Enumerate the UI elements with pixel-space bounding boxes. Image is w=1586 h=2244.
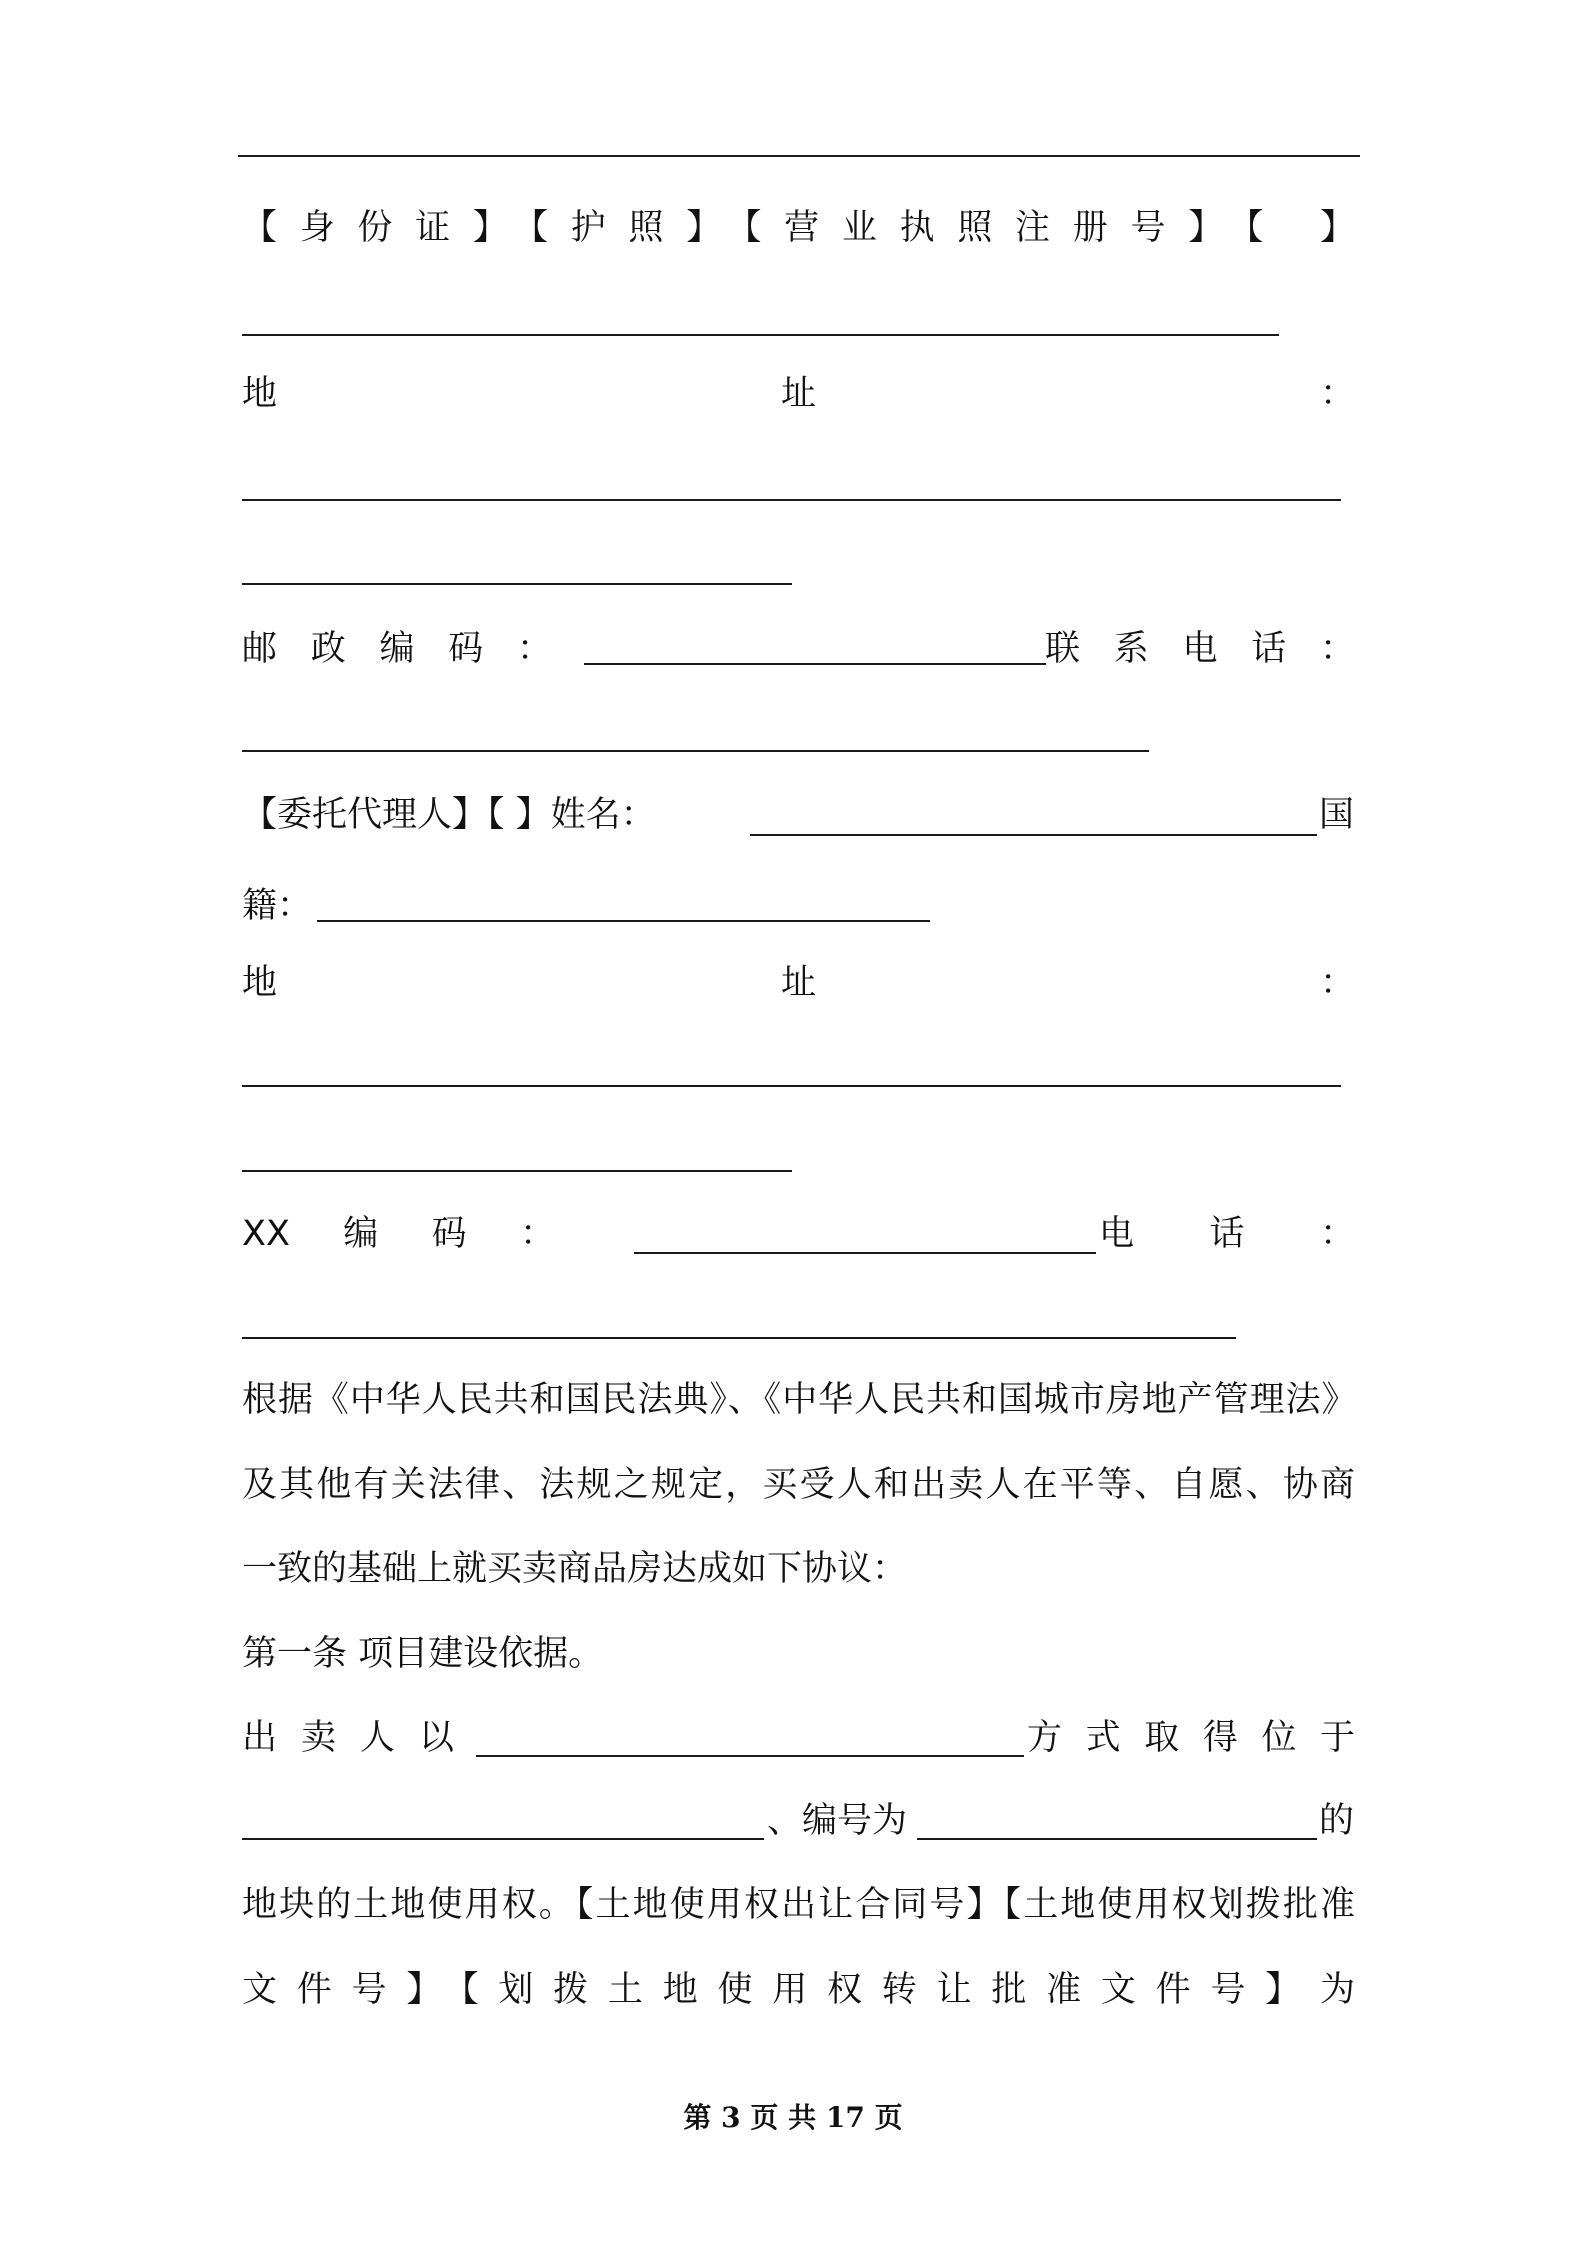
party-postcode-label: 邮政编码： [242,629,552,669]
article-text: 、编号为 [767,1801,908,1841]
article-text: 地块的土地使用权。【土地使用权出让合同号】【土地使用权划拨批准 [242,1885,1355,1925]
fill-in-blank-line [317,920,930,922]
party-phone-label: 联系电话： [1045,629,1355,669]
article-text: 方式取得位于 [1027,1718,1355,1758]
agent-phone-label: 电话： [1099,1214,1355,1254]
fill-in-blank-line [242,1085,1341,1087]
fill-in-blank-line [917,1838,1317,1840]
article-text: 出卖人以 [242,1718,454,1758]
fill-in-blank-line [584,663,1046,665]
fill-in-blank-line [242,1170,792,1172]
agent-name-label: 【委托代理人】【 】姓名： [242,795,656,835]
fill-in-blank-line [242,1337,1236,1339]
fill-in-blank-line [242,1838,764,1840]
article-text: 的 [1319,1801,1355,1841]
agent-address-label: 地址： [242,963,1355,1003]
preamble-line: 一致的基础上就买卖商品房达成如下协议： [242,1549,908,1589]
preamble-line: 及其他有关法律、法规之规定，买受人和出卖人在平等、自愿、协商 [242,1465,1355,1505]
agent-nationality-label-start: 国 [1319,795,1355,835]
fill-in-blank-line [750,834,1317,836]
fill-in-blank-line [242,334,1279,336]
fill-in-blank-line [476,1755,1024,1757]
agent-nationality-label-end: 籍： [242,886,313,926]
fill-in-blank-line [634,1252,1096,1254]
agent-postcode-label: XX编码： [242,1214,555,1254]
fill-in-blank-line [242,499,1341,501]
party-address-label: 地址： [242,374,1355,414]
preamble-line: 根据《中华人民共和国民法典》、《中华人民共和国城市房地产管理法》 [242,1380,1355,1420]
page-number-footer: 第 3 页 共 17 页 [683,2101,903,2134]
id-type-options: 【身份证】【护照】【营业执照注册号】【 】 [242,208,1355,248]
article-text: 文件号】【划拨土地使用权转让批准文件号】为 [242,1970,1355,2010]
header-rule [238,155,1360,157]
article-title: 第一条 项目建设依据。 [242,1634,604,1674]
fill-in-blank-line [242,583,792,585]
fill-in-blank-line [242,750,1149,752]
